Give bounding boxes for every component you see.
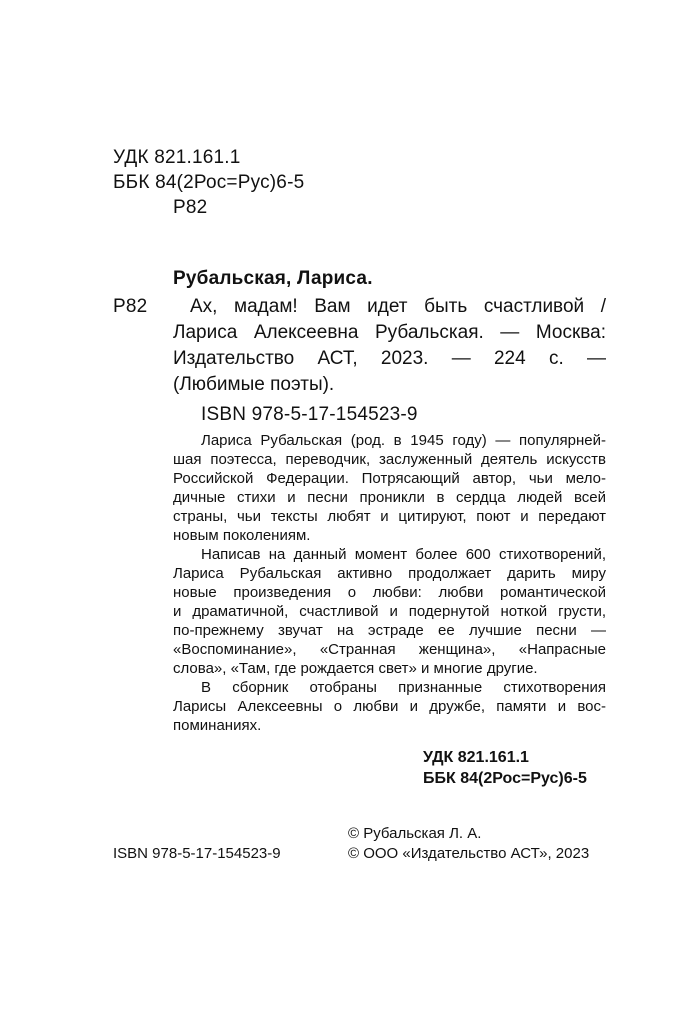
udk-code: УДК 821.161.1 — [113, 147, 241, 168]
annotation-line: Лариса Рубальская (род. в 1945 году) — популярней- — [201, 432, 606, 449]
annotation-line: Написав на данный момент более 600 стихотворений, — [201, 546, 606, 563]
annotation-line: В сборник отобраны признанные стихотворения — [201, 679, 606, 696]
annotation-line: «Воспоминание», «Странная женщина», «Напрасные — [173, 641, 606, 658]
author-sign: Р82 — [113, 296, 148, 317]
annotation-line: Российской Федерации. Потрясающий автор, чьи мело- — [173, 470, 606, 487]
description-line: Лариса Алексеевна Рубальская. — Москва: — [173, 322, 606, 343]
description-line: (Любимые поэты). — [173, 374, 335, 395]
annotation-line: новым поколениям. — [173, 527, 311, 544]
annotation-line: и драматичной, счастливой и подернутой ноткой грусти, — [173, 603, 606, 620]
bbk-code: ББК 84(2Рос=Рус)6-5 — [113, 172, 305, 193]
udk-code-bottom: УДК 821.161.1 — [423, 749, 529, 766]
copyright-publisher: © ООО «Издательство АСТ», 2023 — [348, 845, 590, 862]
description-line: Издательство АСТ, 2023. — 224 с. — — [173, 348, 606, 369]
isbn-imprint: ISBN 978-5-17-154523-9 — [113, 845, 281, 862]
annotation-line: поминаниях. — [173, 717, 262, 734]
author-sign-top: Р82 — [173, 197, 208, 218]
annotation-line: дичные стихи и песни проникли в сердца людей всей — [173, 489, 606, 506]
annotation-line: страны, чьи тексты любят и цитируют, поют и передают — [173, 508, 606, 525]
copyright-author: © Рубальская Л. А. — [348, 825, 482, 842]
description-line: Ах, мадам! Вам идет быть счастливой / — [190, 296, 606, 317]
annotation-line: Ларисы Алексеевны о любви и дружбе, памяти и вос- — [173, 698, 606, 715]
annotation-line: новые произведения о любви: любви романтической — [173, 584, 606, 601]
author-heading: Рубальская, Лариса. — [173, 268, 373, 289]
annotation-line: шая поэтесса, переводчик, заслуженный деятель искусств — [173, 451, 606, 468]
bbk-code-bottom: ББК 84(2Рос=Рус)6-5 — [423, 770, 587, 787]
isbn-entry: ISBN 978-5-17-154523-9 — [201, 404, 418, 425]
annotation-line: по-прежнему звучат на эстраде ее лучшие песни — — [173, 622, 606, 639]
annotation-line: Лариса Рубальская активно продолжает дарить миру — [173, 565, 606, 582]
annotation-line: слова», «Там, где рождается свет» и многие другие. — [173, 660, 538, 677]
